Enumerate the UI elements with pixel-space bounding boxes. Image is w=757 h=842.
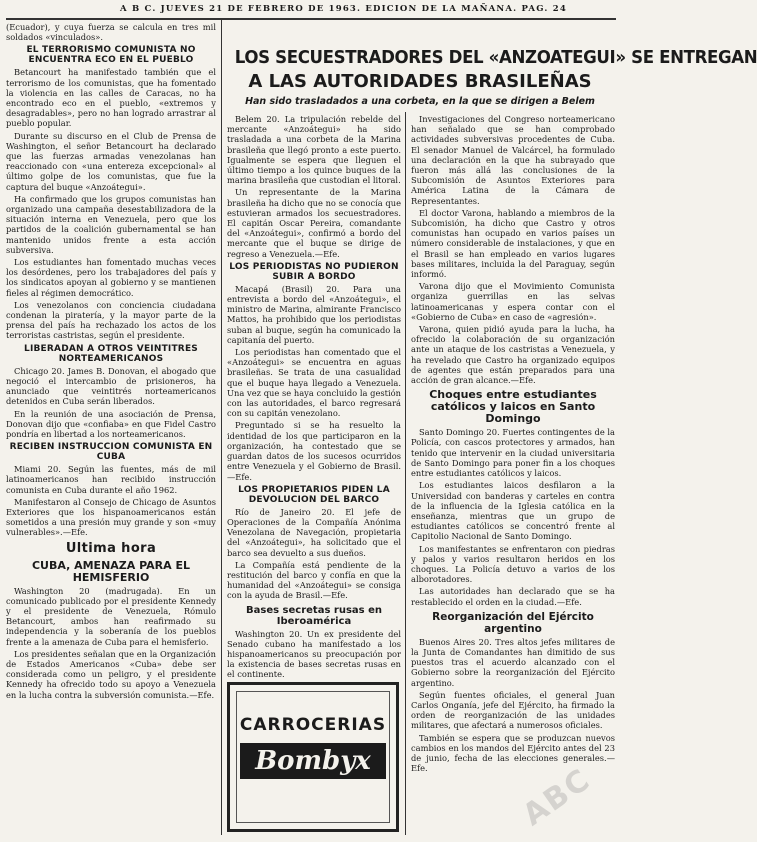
paragraph: Los estudiantes laicos desfilaron a la Universidad con banderas y carteles en contra de la influencia de la Iglesia católica en la enseñanza, mientras que un grupo de estudiantes católicos se concentró frente al Capitolio Nacional de Santo Domingo. bbox=[411, 480, 615, 542]
paragraph: Las autoridades han declarado que se ha restablecido el orden en la ciudad.—Efe. bbox=[411, 586, 615, 607]
paragraph: Los estudiantes han fomentado muchas veces los desórdenes, pero los trabajadores del país y los sindicatos apoyan al gobierno y se mantienen fieles al régimen democrático. bbox=[6, 257, 216, 298]
paragraph: (Ecuador), y cuya fuerza se calcula en tres mil soldados «vinculados». bbox=[6, 22, 216, 43]
main-headline-subtitle: Han sido trasladados a una corbeta, en la que se dirigen a Belem bbox=[245, 96, 595, 107]
article-headline: Bases secretas rusas en Iberoamérica bbox=[246, 604, 382, 627]
paragraph: Preguntado si se ha resuelto la identidad de los que participaron en la organización, ha contestado que se guardan datos de los sucesos ocurridos entre Venezuela y el Gobierno de Brasil.—Efe. bbox=[227, 420, 401, 482]
article-headline: Choques entre estudiantes católicos y laicos en Santo Domingo bbox=[429, 388, 597, 426]
paragraph: Belem 20. La tripulación rebelde del mercante «Anzoátegui» ha sido trasladada a una corbeta de la Marina brasileña que llegó pronto a este puerto. Igualmente se espera que lleguen el último tiempo a los quince buques de la marina brasileña que custodian el litoral. bbox=[227, 114, 401, 186]
column-divider-2 bbox=[405, 112, 406, 835]
paragraph: Investigaciones del Congreso norteamericano han señalado que se han comprobado actividades subversivas procedentes de Cuba. El senador Manuel de Valcárcel, ha formulado una declaración en la que ha subrayado que fueron más allá las conclusiones de la Subcomisión de Asuntos Exteriores para América Latina de la Cámara de Representantes. bbox=[411, 114, 615, 206]
paragraph: La Compañía está pendiente de la restitución del barco y confía en que la humanidad del «Anzoátegui» se consiga con la ayuda de Brasil.—Efe. bbox=[227, 559, 401, 601]
header-rule bbox=[6, 18, 616, 20]
advertisement bbox=[227, 682, 399, 832]
paragraph: Ha confirmado que los grupos comunistas han organizado una campaña desestabilizadora de la situación interna en Venezuela, pero que los partidos de la coalición gubernamental se han mantenido unidos frente a esta acción subversiva. bbox=[6, 193, 216, 255]
paragraph: Betancourt ha manifestado también que el terrorismo de los comunistas, que ha fomentado la violencia en las calles de Caracas, no ha encontrado eco en el pueblo, «extremos y desagradables», pero no han logrado arrastrar al pueblo popular. bbox=[6, 67, 216, 129]
paragraph: Según fuentes oficiales, el general Juan Carlos Onganía, jefe del Ejército, ha firmado la orden de reorganización de las unidades militares, que afectará a numerosos oficiales. bbox=[411, 689, 615, 731]
page-header: A B C. JUEVES 21 DE FEBRERO DE 1963. EDICION DE LA MAÑANA. PAG. 24 bbox=[120, 4, 567, 14]
paragraph: Los venezolanos con conciencia ciudadana condenan la piratería, y la mayor parte de la prensa del país ha rechazado los actos de los terroristas castristas, según el presidente. bbox=[6, 299, 216, 341]
section-heading: LIBERADAN A OTROS VEINTITRES NORTEAMERICANOS bbox=[24, 343, 198, 364]
paragraph: También se espera que se produzcan nuevos cambios en los mandos del Ejército antes del 23 de junio, fecha de las elecciones generales.—Efe. bbox=[411, 732, 615, 774]
paragraph: Washington 20 (madrugada). En un comunicado publicado por el presidente Kennedy y el presidente de Venezuela, Rómulo Betancourt, ambos han reafirmado su independencia y la soberanía de los pueblos frente a la amenaza de Cuba para el hemisferio. bbox=[6, 585, 216, 647]
article-headline: Reorganización del Ejército argentino bbox=[432, 610, 594, 635]
paragraph: Un representante de la Marina brasileña ha dicho que no se conocía que estuvieran armados los secuestradores. El capitán Oscar Pereira, comandante del «Anzoátegui», confirmó a bordo del mercante que el buque se dirige de regreso a Venezuela.—Efe. bbox=[227, 187, 401, 259]
paragraph: Varona, quien pidió ayuda para la lucha, ha ofrecido la colaboración de su organización ante un ataque de los castristas a Venezuela, y ha revelado que Castro ha organizado equipos de agentes que están preparados para una acción de gran alcance.—Efe. bbox=[411, 324, 615, 386]
ad-brand: Bombyx bbox=[240, 743, 386, 779]
main-headline-line-1: LOS SECUESTRADORES DEL «ANZOATEGUI» SE ENTREGAN bbox=[234, 48, 757, 68]
column-3 bbox=[411, 114, 615, 836]
paragraph: Miami 20. Según las fuentes, más de mil latinoamericanos han recibido instrucción comunista en Cuba durante el año 1962. bbox=[6, 464, 216, 495]
paragraph: Varona dijo que el Movimiento Comunista organiza guerrillas en las selvas latinoamericanas y espera contar con el «Gobierno de Cuba» en caso de «agresión». bbox=[411, 281, 615, 322]
paragraph: Buenos Aires 20. Tres altos jefes militares de la Junta de Comandantes han dimitido de sus puestos tras el acuerdo alcanzado con el Gobierno sobre la reorganización del Ejército argentino. bbox=[411, 636, 615, 688]
paragraph: Los manifestantes se enfrentaron con piedras y palos y varios resultaron heridos en los choques. La Policía detuvo a varios de los alborotadores. bbox=[411, 543, 615, 585]
ad-headline: CARROCERIAS bbox=[239, 715, 387, 735]
section-heading: EL TERRORISMO COMUNISTA NO ENCUENTRA ECO EN EL PUEBLO bbox=[26, 45, 196, 66]
paragraph: Río de Janeiro 20. El jefe de Operaciones de la Compañía Anónima Venezolana de Navegación, propietaria del «Anzoátegui», ha solicitado que el barco sea devuelto a sus dueños. bbox=[227, 506, 401, 558]
column-2 bbox=[227, 114, 401, 680]
paragraph: Los periodistas han comentado que el «Anzoátegui» se encuentra en aguas brasileñas. Se trata de una casualidad que el buque haya llegado a Venezuela. Una vez que se haya concluido la gestión con las autoridades, el barco regresará con su capitán venezolano. bbox=[227, 347, 401, 419]
paragraph: Chicago 20. James B. Donovan, el abogado que negoció el intercambio de prisioneros, ha anunciado que veintitrés norteamericanos detenidos en Cuba serán liberados. bbox=[6, 365, 216, 407]
paragraph: Santo Domingo 20. Fuertes contingentes de la Policía, con cascos protectores y armados, han tenido que intervenir en la ciudad universitaria de Santo Domingo para poner fin a los choques entre estudiantes católicos y laicos. bbox=[411, 427, 615, 479]
watermark-stamp: ABC bbox=[516, 761, 598, 834]
paragraph: Manifestaron al Consejo de Chicago de Asuntos Exteriores que los hispanoamericanos están sometidos a una presión muy grande y son «muy vulnerables».—Efe. bbox=[6, 496, 216, 538]
paragraph: En la reunión de una asociación de Prensa, Donovan dijo que «confiaba» en que Fidel Castro pondría en libertad a los norteamericanos. bbox=[6, 408, 216, 439]
column-divider-1 bbox=[221, 20, 222, 835]
paragraph: Washington 20. Un ex presidente del Senado cubano ha manifestado a los hispanoamericanos su preocupación por la existencia de bases secretas rusas en el continente. bbox=[227, 628, 401, 680]
paragraph: Los presidentes señalan que en la Organización de Estados Americanos «Cuba» debe ser considerada como un peligro, y el presidente Kennedy ha ofrecido todo su apoyo a Venezuela en la lucha contra la subversión comunista.—Efe. bbox=[6, 648, 216, 700]
article-headline: CUBA, AMENAZA PARA EL HEMISFERIO bbox=[31, 558, 191, 584]
last-hour-heading: Ultima hora bbox=[65, 540, 157, 556]
paragraph: Macapá (Brasil) 20. Para una entrevista a bordo del «Anzoátegui», el ministro de Marina, almirante Francisco Mattos, ha prohibido que los periodistas suban al buque, según ha comunicado la capitanía del puerto. bbox=[227, 283, 401, 345]
main-headline-line-2: A LAS AUTORIDADES BRASILEÑAS bbox=[248, 71, 592, 92]
section-heading: RECIBEN INSTRUCCION COMUNISTA EN CUBA bbox=[9, 442, 213, 463]
column-1 bbox=[6, 22, 216, 838]
paragraph: El doctor Varona, hablando a miembros de la Subcomisión, ha dicho que Castro y otros comunistas han ocupado en varios países un número considerable de instalaciones, y que en el Brasil se han empleado en varios lugares bases militares, incluida la del Paraguay, según informó. bbox=[411, 207, 615, 280]
paragraph: Durante su discurso en el Club de Prensa de Washington, el señor Betancourt ha declarado que las fuerzas armadas venezolanas han reaccionado con «una entereza excepcional» al último golpe de los comunistas, que fue la captura del buque «Anzoátegui». bbox=[6, 130, 216, 192]
section-heading: LOS PROPIETARIOS PIDEN LA DEVOLUCION DEL BARCO bbox=[238, 484, 390, 505]
section-heading: LOS PERIODISTAS NO PUDIERON SUBIR A BORDO bbox=[229, 261, 399, 282]
